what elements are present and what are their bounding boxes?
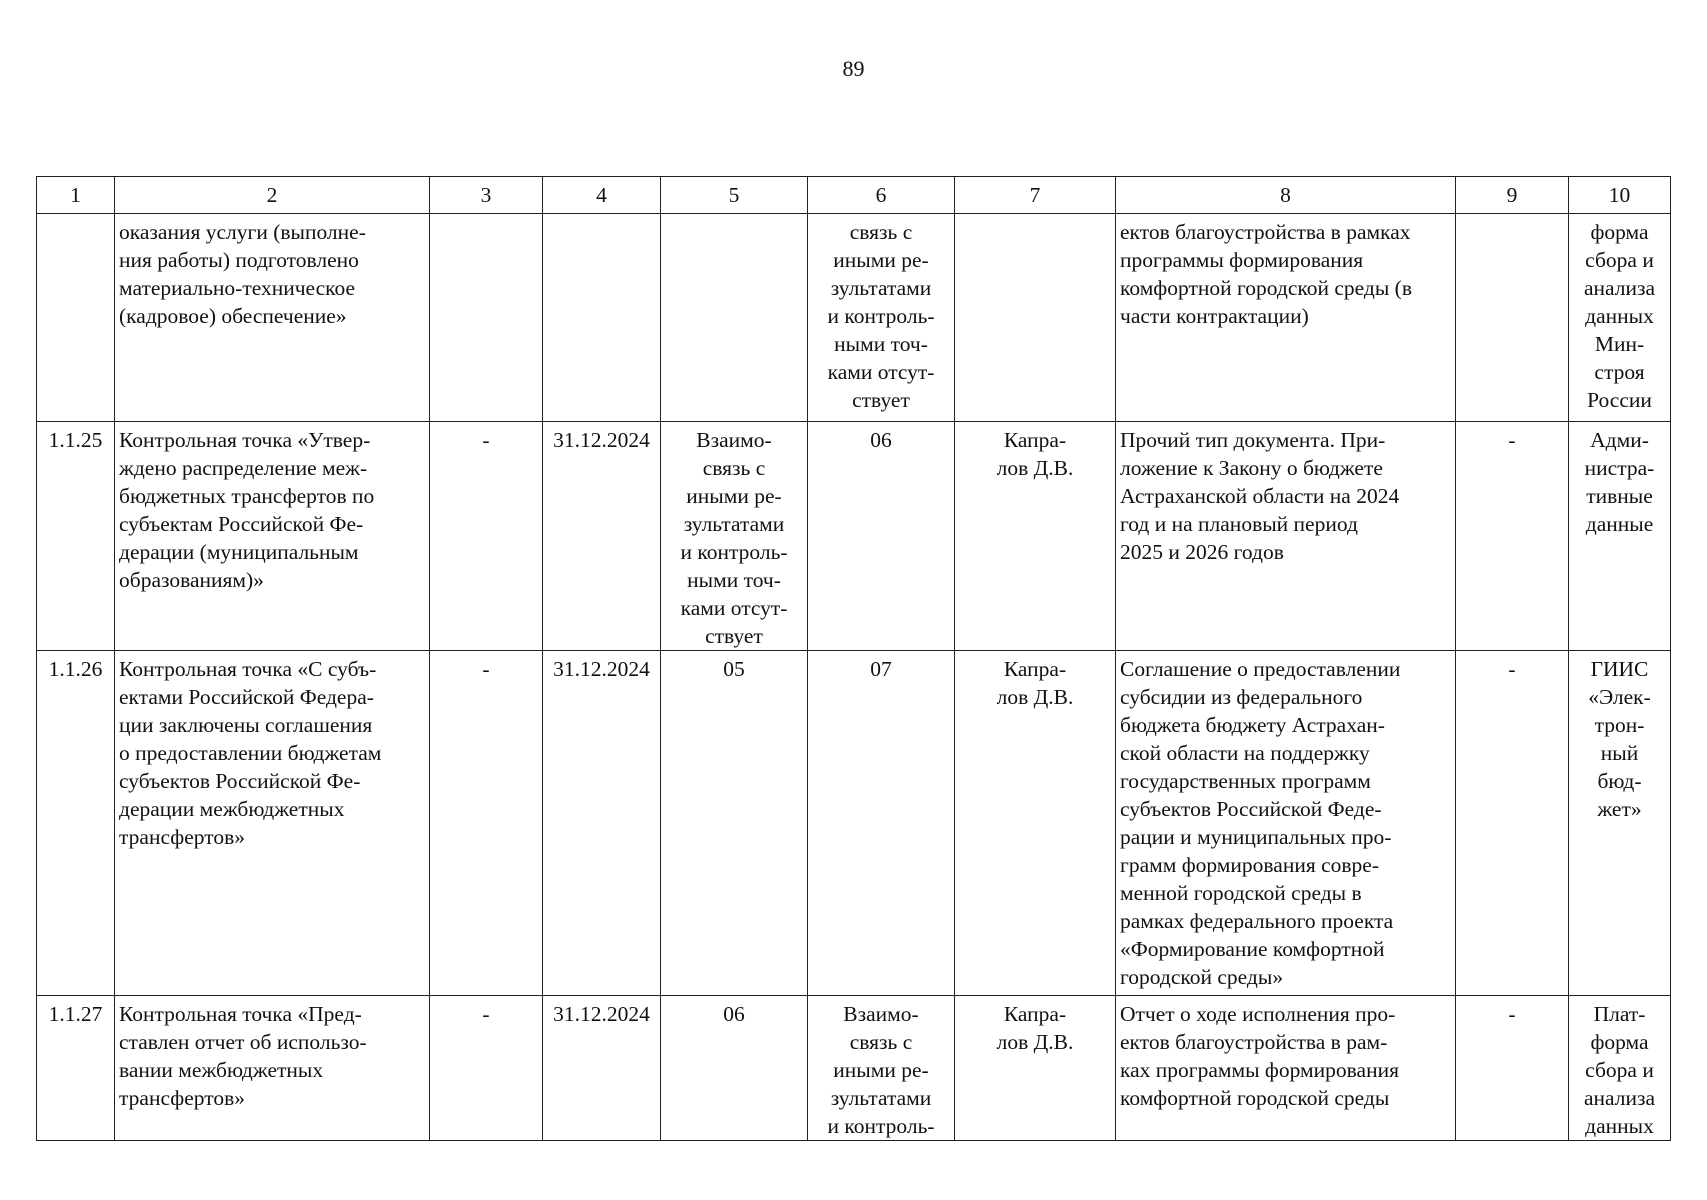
control-point-name: оказания услуги (выполне- ния работы) подготовлено материально-техническое (кадровое) обеспечение» bbox=[115, 214, 430, 422]
responsible: Капра- лов Д.В. bbox=[955, 651, 1116, 996]
information-system: Адми- нистра- тивные данные bbox=[1569, 422, 1671, 651]
table-row bbox=[37, 214, 1671, 422]
base-value bbox=[430, 214, 543, 422]
level: - bbox=[1456, 422, 1569, 651]
due-date: 31.12.2024 bbox=[543, 996, 661, 1141]
column-header-1: 1 bbox=[37, 177, 115, 214]
level bbox=[1456, 214, 1569, 422]
column-header-2: 2 bbox=[115, 177, 430, 214]
control-point-name: Контрольная точка «С субъ- ектами Российской Федера- ции заключены соглашения о предоставлении бюджетам субъектов Российской Фе- дерации межбюджетных трансфертов» bbox=[115, 651, 430, 996]
document-type: Отчет о ходе исполнения про- ектов благоустройства в рам- ках программы формирования комфортной городской среды bbox=[1116, 996, 1456, 1141]
control-points-table bbox=[36, 176, 1671, 1141]
table-row bbox=[37, 651, 1671, 996]
level: - bbox=[1456, 651, 1569, 996]
successor: 06 bbox=[808, 422, 955, 651]
due-date: 31.12.2024 bbox=[543, 651, 661, 996]
level: - bbox=[1456, 996, 1569, 1141]
control-point-name: Контрольная точка «Утвер- ждено распределение меж- бюджетных трансфертов по субъектам Российской Фе- дерации (муниципальным образованиям)» bbox=[115, 422, 430, 651]
document-type: Прочий тип документа. При- ложение к Закону о бюджете Астраханской области на 2024 год и на плановый период 2025 и 2026 годов bbox=[1116, 422, 1456, 651]
table-row bbox=[37, 996, 1671, 1141]
successor: Взаимо- связь с иными ре- зультатами и контроль- bbox=[808, 996, 955, 1141]
information-system: Плат- форма сбора и анализа данных bbox=[1569, 996, 1671, 1141]
column-header-4: 4 bbox=[543, 177, 661, 214]
table-row bbox=[37, 422, 1671, 651]
due-date bbox=[543, 214, 661, 422]
document-type: ектов благоустройства в рамках программы формирования комфортной городской среды (в части контрактации) bbox=[1116, 214, 1456, 422]
base-value: - bbox=[430, 996, 543, 1141]
row-number bbox=[37, 214, 115, 422]
predecessor bbox=[661, 214, 808, 422]
document-type: Соглашение о предоставлении субсидии из федерального бюджета бюджету Астрахан- ской области на поддержку государственных программ субъектов Российской Феде- рации и муниципальных про- грамм формирования совре- менной городской среды в рамках федерального проекта «Формирование комфортной городской среды» bbox=[1116, 651, 1456, 996]
responsible: Капра- лов Д.В. bbox=[955, 996, 1116, 1141]
successor: 07 bbox=[808, 651, 955, 996]
predecessor: 06 bbox=[661, 996, 808, 1141]
page-number: 89 bbox=[842, 56, 865, 81]
successor: связь с иными ре- зультатами и контроль- ными точ- ками отсут- ствует bbox=[808, 214, 955, 422]
column-header-9: 9 bbox=[1456, 177, 1569, 214]
due-date: 31.12.2024 bbox=[543, 422, 661, 651]
base-value: - bbox=[430, 651, 543, 996]
responsible bbox=[955, 214, 1116, 422]
row-number: 1.1.26 bbox=[37, 651, 115, 996]
column-header-8: 8 bbox=[1116, 177, 1456, 214]
responsible: Капра- лов Д.В. bbox=[955, 422, 1116, 651]
column-header-5: 5 bbox=[661, 177, 808, 214]
column-header-3: 3 bbox=[430, 177, 543, 214]
predecessor: Взаимо- связь с иными ре- зультатами и контроль- ными точ- ками отсут- ствует bbox=[661, 422, 808, 651]
row-number: 1.1.25 bbox=[37, 422, 115, 651]
row-number: 1.1.27 bbox=[37, 996, 115, 1141]
base-value: - bbox=[430, 422, 543, 651]
control-point-name: Контрольная точка «Пред- ставлен отчет об использо- вании межбюджетных трансфертов» bbox=[115, 996, 430, 1141]
column-header-10: 10 bbox=[1569, 177, 1671, 214]
column-header-6: 6 bbox=[808, 177, 955, 214]
predecessor: 05 bbox=[661, 651, 808, 996]
information-system: ГИИС «Элек- трон- ный бюд- жет» bbox=[1569, 651, 1671, 996]
column-header-7: 7 bbox=[955, 177, 1116, 214]
information-system: форма сбора и анализа данных Мин- строя России bbox=[1569, 214, 1671, 422]
table-header-row bbox=[37, 177, 1671, 214]
